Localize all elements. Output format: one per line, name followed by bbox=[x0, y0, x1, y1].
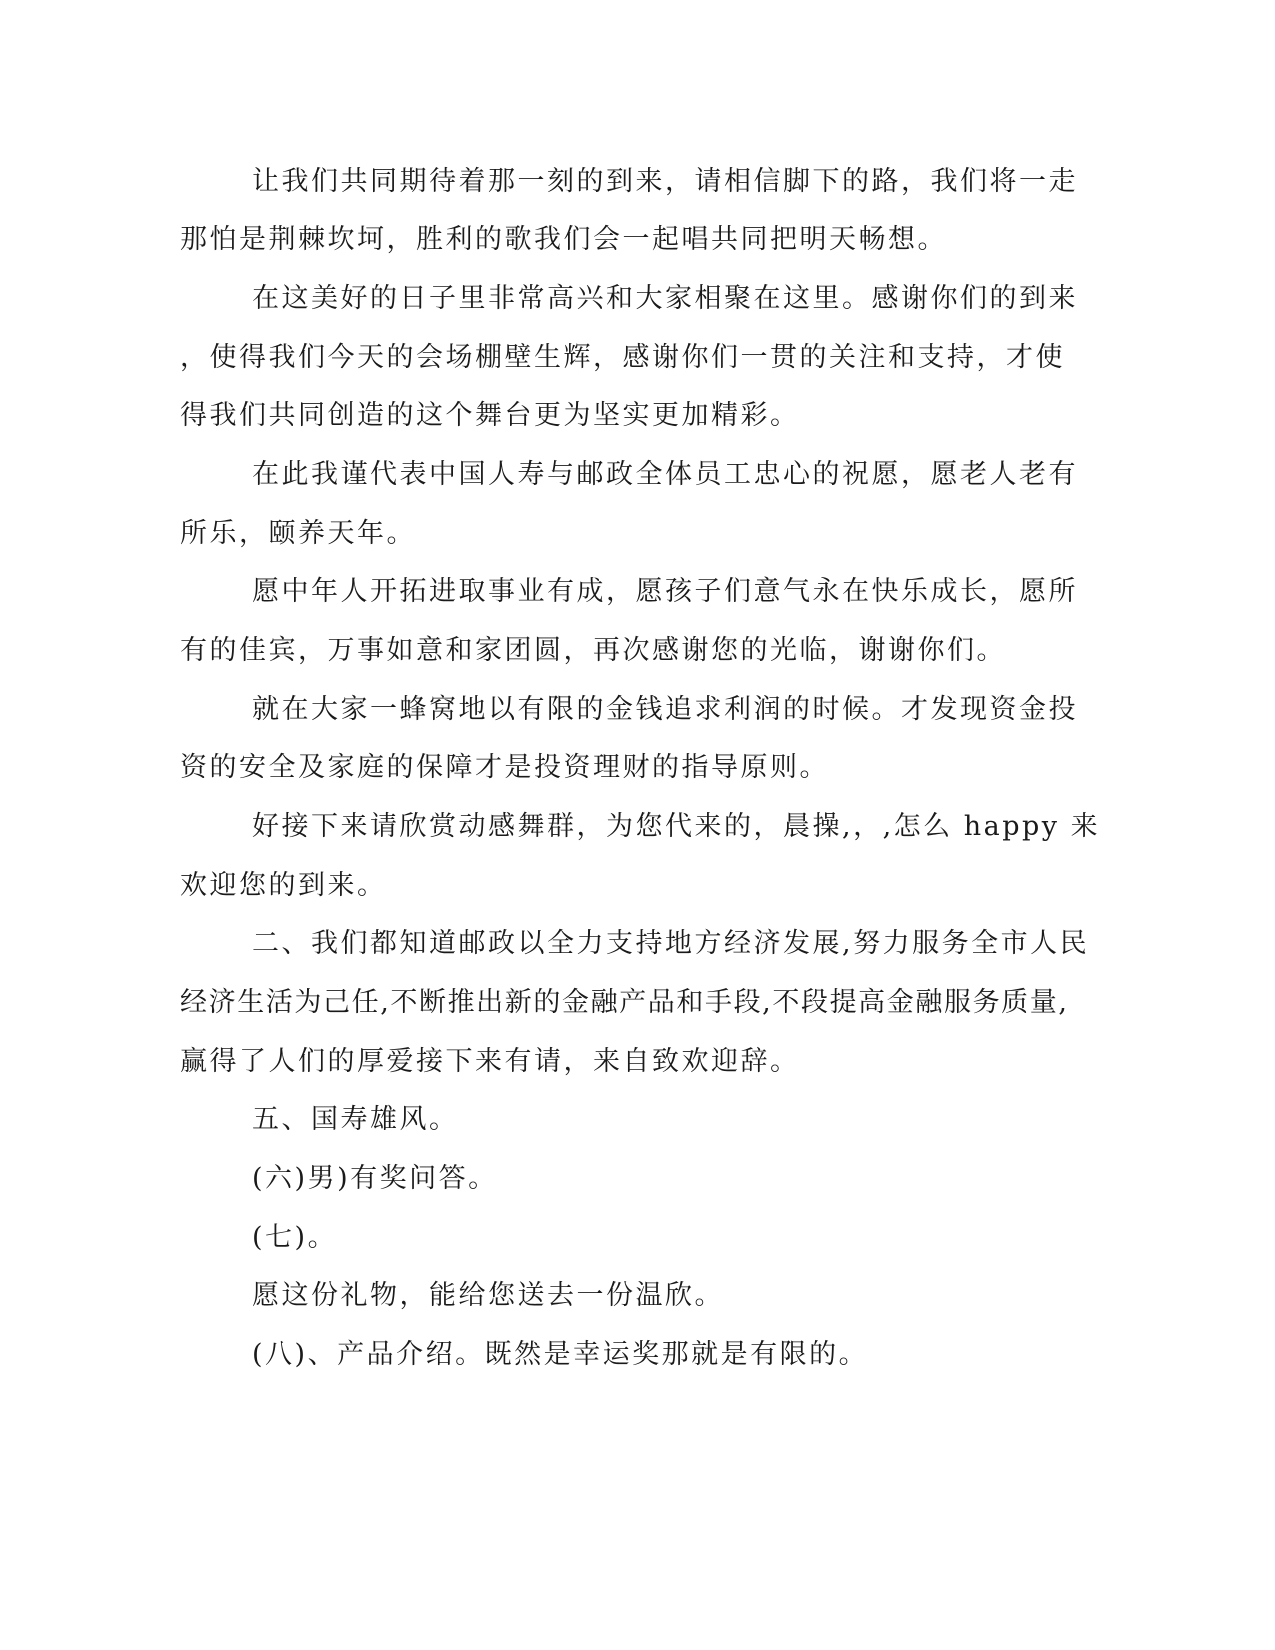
text-line: 在此我谨代表中国人寿与邮政全体员工忠心的祝愿，愿老人老有 bbox=[252, 459, 1078, 490]
text-line: 五、国寿雄风。 bbox=[252, 1104, 459, 1135]
text-line: 资的安全及家庭的保障才是投资理财的指导原则。 bbox=[180, 752, 829, 783]
text-line: 在这美好的日子里非常高兴和大家相聚在这里。感谢你们的到来 bbox=[252, 283, 1078, 314]
text-line: 欢迎您的到来。 bbox=[180, 870, 387, 901]
text-line: 那怕是荆棘坎坷，胜利的歌我们会一起唱共同把明天畅想。 bbox=[180, 224, 947, 255]
text-line: 让我们共同期待着那一刻的到来，请相信脚下的路，我们将一走 bbox=[252, 166, 1078, 197]
text-line: 愿这份礼物，能给您送去一份温欣。 bbox=[252, 1280, 724, 1311]
text-line: 有的佳宾，万事如意和家团圆，再次感谢您的光临，谢谢你们。 bbox=[180, 635, 1006, 666]
text-line: 好接下来请欣赏动感舞群，为您代来的，晨操,，,怎么 happy 来 bbox=[252, 811, 1101, 842]
text-line: 经济生活为己任,不断推出新的金融产品和手段,不段提高金融服务质量, bbox=[180, 987, 1069, 1018]
text-line: 二、我们都知道邮政以全力支持地方经济发展,努力服务全市人民 bbox=[252, 928, 1090, 959]
text-line: 就在大家一蜂窝地以有限的金钱追求利润的时候。才发现资金投 bbox=[252, 694, 1078, 725]
text-line: 得我们共同创造的这个舞台更为坚实更加精彩。 bbox=[180, 400, 800, 431]
text-line: (六)男)有奖问答。 bbox=[252, 1163, 498, 1194]
text-line: (八)、产品介绍。既然是幸运奖那就是有限的。 bbox=[252, 1339, 869, 1370]
text-line: (七)。 bbox=[252, 1222, 338, 1253]
text-line: 所乐，颐养天年。 bbox=[180, 518, 416, 549]
text-line: 赢得了人们的厚爱接下来有请，来自致欢迎辞。 bbox=[180, 1046, 800, 1077]
text-line: 愿中年人开拓进取事业有成，愿孩子们意气永在快乐成长，愿所 bbox=[252, 576, 1078, 607]
text-line: ，使得我们今天的会场棚壁生辉，感谢你们一贯的关注和支持，才使 bbox=[180, 342, 1065, 373]
